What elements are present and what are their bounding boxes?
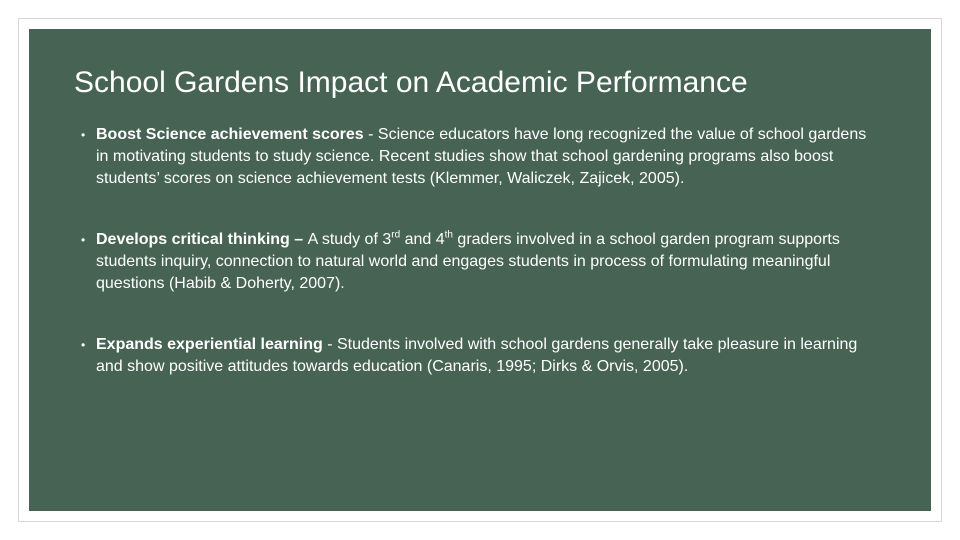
bullet-text: - Students involved with school gardens generally take pleasure in learning and show positive attitudes towards education (Canaris, 1995; Dirks & Orvis, 2005). xyxy=(96,336,858,375)
bullet-marker: • xyxy=(81,233,86,247)
slide xyxy=(29,29,931,511)
bullet-text: - Science educators have long recognized the value of school gardens in motivating students to study science. Recent studies show that school gardening programs also boost students’ scores on science achievement tests (Klemmer, Waliczek, Zajicek, 2005). xyxy=(96,126,867,187)
bullet-marker: • xyxy=(81,128,86,142)
bullet-marker: • xyxy=(81,338,86,352)
bullet-science-scores xyxy=(81,124,881,190)
bullet-experiential-learning xyxy=(81,334,881,378)
ordinal-suffix: rd xyxy=(391,229,401,241)
bullet-list xyxy=(81,124,881,378)
bullet-text: graders involved in a school garden program supports students inquiry, connection to natural world and engages students in process of formulating meaningful questions (Habib & Doherty, 2007). xyxy=(96,231,840,292)
bullet-heading: Expands experiential learning xyxy=(96,336,323,353)
bullet-critical-thinking xyxy=(81,229,881,295)
bullet-heading: Develops critical thinking – xyxy=(96,231,308,248)
bullet-text: and 4 xyxy=(400,231,445,248)
bullet-text: A study of 3 xyxy=(307,231,392,248)
ordinal-suffix: th xyxy=(444,229,453,241)
bullet-heading: Boost Science achievement scores xyxy=(96,126,364,143)
slide-title: School Gardens Impact on Academic Performance xyxy=(74,66,748,99)
